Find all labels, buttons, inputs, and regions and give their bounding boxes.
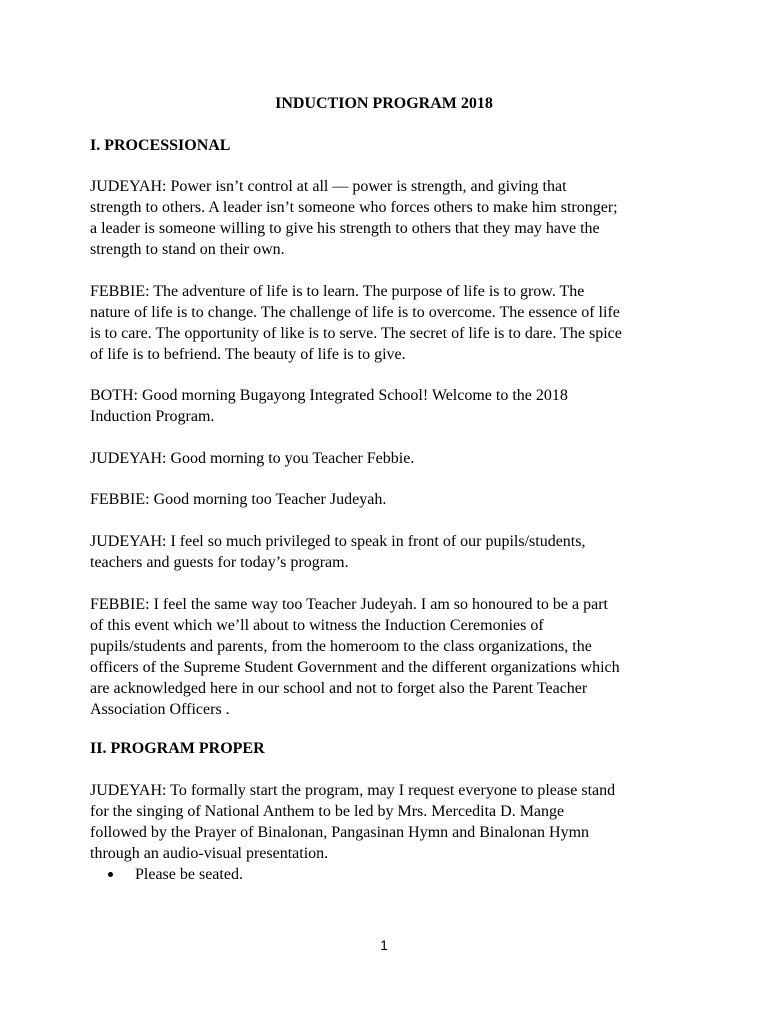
paragraph-febbie-honoured: FEBBIE: I feel the same way too Teacher Judeyah. I am so honoured to be a part of this event which we’ll about to witness the Induction Ceremonies of pupils/students and parents, from the homeroom to the class organizations, the officers of the Supreme Student Government and the different organizations which are acknowledged here in our school and not to forget also the Parent Teacher Association Officers . xyxy=(90,596,620,718)
bullet-icon xyxy=(108,872,113,877)
bullet-text: Please be seated. xyxy=(135,866,243,883)
section-heading-program-proper: II. PROGRAM PROPER xyxy=(90,740,265,757)
paragraph-judeyah-anthem: JUDEYAH: To formally start the program, may I request everyone to please stand for the singing of National Anthem to be led by Mrs. Mercedita D. Mange followed by the Prayer of Binalonan, Pangasinan Hymn and Binalonan Hymn through an audio-visual presentation. xyxy=(90,782,616,862)
paragraph-febbie-intro: FEBBIE: The adventure of life is to learn. The purpose of life is to grow. The nature of life is to change. The challenge of life is to overcome. The essence of life is to care. The opportunity of like is to serve. The secret of life is to dare. The spice of life is to befriend. The beauty of life is to give. xyxy=(90,283,622,363)
paragraph-judeyah-intro: JUDEYAH: Power isn’t control at all — power is strength, and giving that strength to others. A leader isn’t someone who forces others to make him stronger; a leader is someone willing to give his strength to others that they may have the strength to stand on their own. xyxy=(90,178,618,258)
paragraph-both-greeting: BOTH: Good morning Bugayong Integrated School! Welcome to the 2018 Induction Program. xyxy=(90,387,568,425)
page-number: 1 xyxy=(380,937,388,953)
section-heading-processional: I. PROCESSIONAL xyxy=(90,137,231,154)
paragraph-febbie-greeting: FEBBIE: Good morning too Teacher Judeyah. xyxy=(90,491,387,508)
paragraph-judeyah-greeting: JUDEYAH: Good morning to you Teacher Febbie. xyxy=(90,450,415,467)
document-title: INDUCTION PROGRAM 2018 xyxy=(275,95,493,112)
paragraph-judeyah-privileged: JUDEYAH: I feel so much privileged to speak in front of our pupils/students, teachers and guests for today’s program. xyxy=(90,533,586,571)
